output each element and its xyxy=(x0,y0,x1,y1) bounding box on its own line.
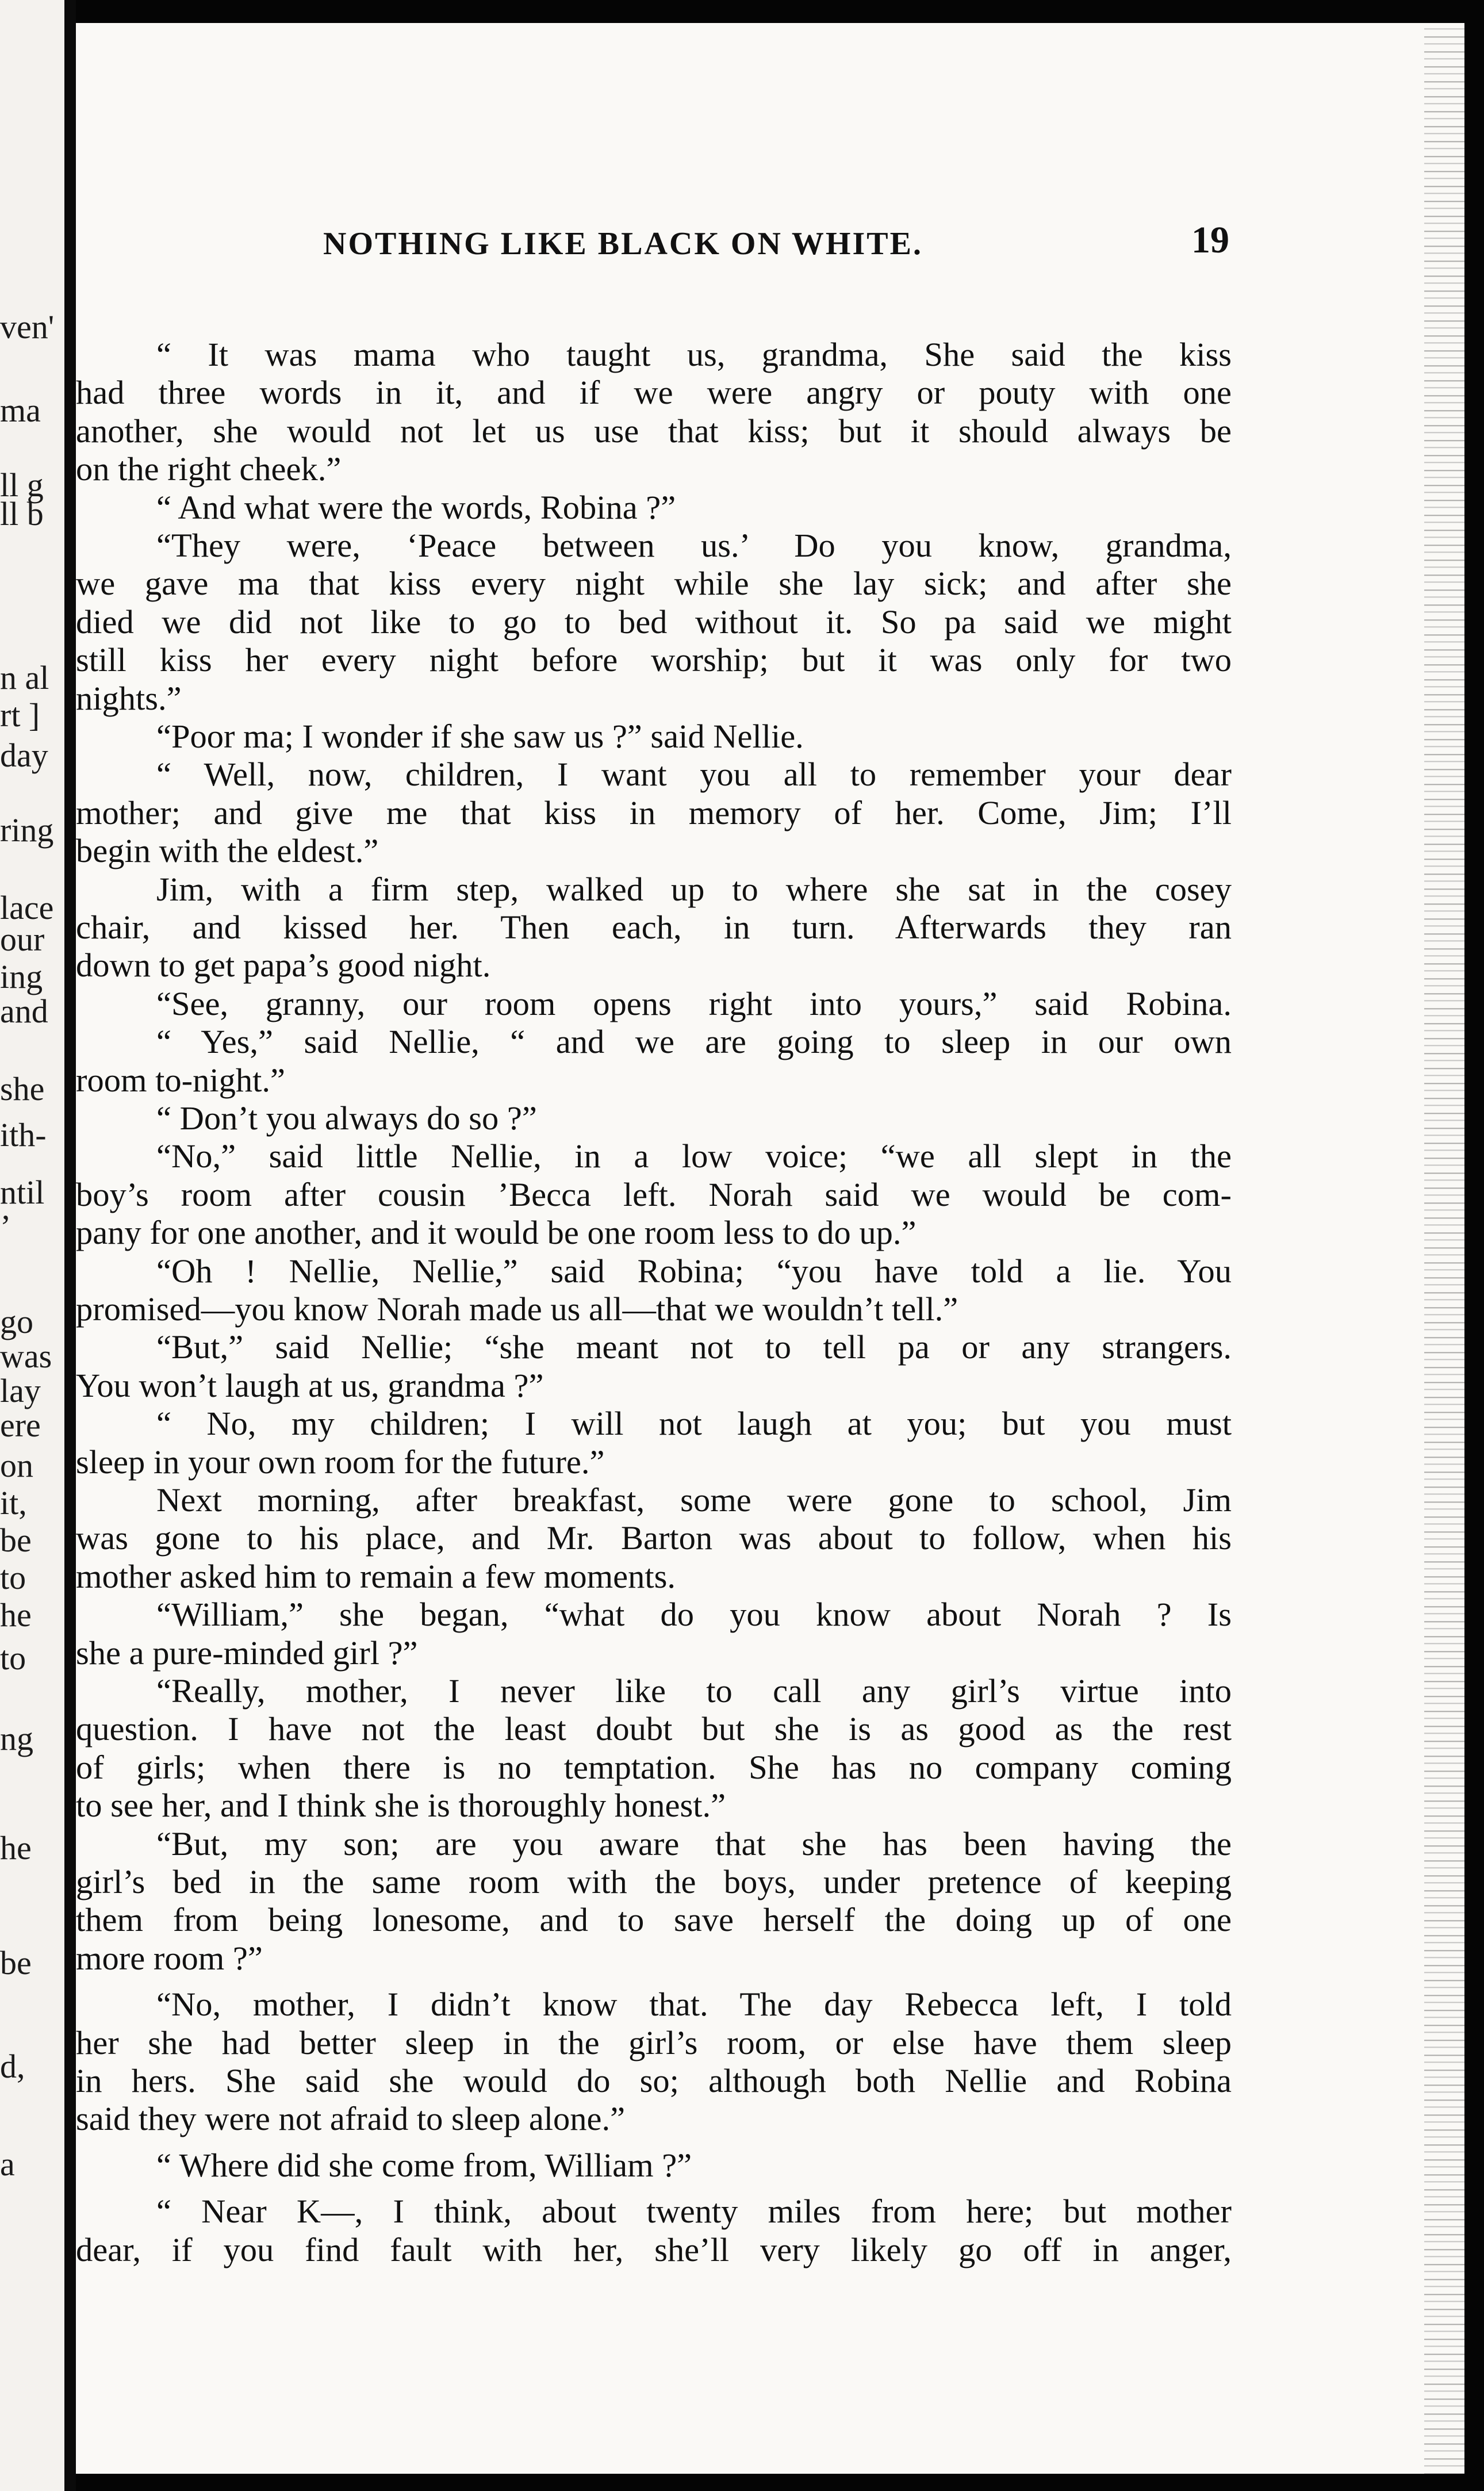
facing-page-fragment: it, xyxy=(0,1484,27,1522)
book-page xyxy=(76,23,1464,2474)
text-line: “No, mother, I didn’t know that. The day Rebecca left, I told xyxy=(156,1986,1232,2024)
text-line: sleep in your own room for the future.” xyxy=(76,1443,605,1481)
text-line: Jim, with a firm step, walked up to where she sat in the cosey xyxy=(156,870,1232,908)
text-line: “ Near K—, I think, about twenty miles from here; but mother xyxy=(156,2193,1232,2231)
facing-page-fragment: day xyxy=(0,737,48,774)
text-line: “But, my son; are you aware that she has been having the xyxy=(156,1825,1232,1862)
facing-page-fragment: ng xyxy=(0,1720,33,1757)
text-line: “Poor ma; I wonder if she saw us ?” said Nellie. xyxy=(156,718,804,755)
text-line: we gave ma that kiss every night while she lay sick; and after she xyxy=(76,565,1232,603)
facing-page-fragment: our xyxy=(0,921,45,958)
text-line: she a pure-minded girl ?” xyxy=(76,1634,418,1672)
text-line: pany for one another, and it would be one room less to do up.” xyxy=(76,1214,917,1252)
facing-page-fragment: be xyxy=(0,1944,32,1982)
text-line: “ It was mama who taught us, grandma, She said the kiss xyxy=(156,336,1232,373)
text-line: mother asked him to remain a few moments. xyxy=(76,1557,676,1595)
facing-page-fragment: a xyxy=(0,2145,15,2183)
text-line: “See, granny, our room opens right into yours,” said Robina. xyxy=(156,984,1232,1022)
text-line: “ Well, now, children, I want you all to remember your dear xyxy=(156,756,1232,794)
text-line: was gone to his place, and Mr. Barton was about to follow, when his xyxy=(76,1519,1232,1557)
text-line: chair, and kissed her. Then each, in turn. Afterwards they ran xyxy=(76,909,1232,946)
facing-page-fragment: he xyxy=(0,1596,32,1634)
facing-page-fragment: ’ xyxy=(0,1208,11,1246)
text-line: Next morning, after breakfast, some were gone to school, Jim xyxy=(156,1481,1232,1519)
facing-page-fragment: ll g xyxy=(0,466,44,504)
facing-page-fragment: he xyxy=(0,1829,32,1867)
facing-page-fragment: ntil xyxy=(0,1174,45,1211)
facing-page-fragment: ere xyxy=(0,1407,41,1444)
text-line: “No,” said little Nellie, in a low voice; “we all slept in the xyxy=(156,1137,1232,1175)
facing-page-fragment: ma xyxy=(0,392,41,429)
facing-page-fragment: to xyxy=(0,1639,26,1677)
facing-page-fragment: ll b xyxy=(0,495,44,532)
facing-page-fragment: rt ] xyxy=(0,696,40,734)
text-line: her she had better sleep in the girl’s room, or else have them sleep xyxy=(76,2024,1232,2061)
text-line: “ Where did she come from, William ?” xyxy=(156,2146,692,2184)
facing-page-fragment: d, xyxy=(0,2048,25,2085)
facing-page-fragment: n al xyxy=(0,659,49,696)
text-line: promised—you know Norah made us all—that we wouldn’t tell.” xyxy=(76,1290,958,1328)
text-line: more room ?” xyxy=(76,1939,263,1977)
facing-page-fragment: and xyxy=(0,992,48,1030)
text-line: down to get papa’s good night. xyxy=(76,946,491,984)
text-line: died we did not like to go to bed without it. So pa said we might xyxy=(76,603,1232,641)
text-line: “But,” said Nellie; “she meant not to tell pa or any strangers. xyxy=(156,1328,1232,1366)
facing-page-fragment: be xyxy=(0,1522,32,1559)
running-head: NOTHING LIKE BLACK ON WHITE. xyxy=(323,226,923,262)
text-line: room to-night.” xyxy=(76,1061,285,1099)
facing-page-fragment: ing xyxy=(0,958,43,995)
text-line: in hers. She said she would do so; although both Nellie and Robina xyxy=(76,2062,1232,2099)
text-line: “Really, mother, I never like to call any girl’s virtue into xyxy=(156,1672,1232,1710)
binding-shadow xyxy=(64,0,76,2491)
facing-page-fragment: ring xyxy=(0,811,54,849)
text-line: them from being lonesome, and to save herself the doing up of one xyxy=(76,1901,1232,1939)
text-line: “They were, ‘Peace between us.’ Do you know, grandma, xyxy=(156,527,1232,564)
facing-page-fragment: lay xyxy=(0,1372,41,1409)
text-line: “William,” she began, “what do you know about Norah ? Is xyxy=(156,1596,1232,1634)
text-line: on the right cheek.” xyxy=(76,450,342,488)
text-line: dear, if you find fault with her, she’ll very likely go off in anger, xyxy=(76,2231,1232,2268)
text-line: boy’s room after cousin ’Becca left. Norah said we would be com- xyxy=(76,1175,1232,1213)
text-line: of girls; when there is no temptation. She has no company coming xyxy=(76,1748,1232,1786)
text-line: question. I have not the least doubt but she is as good as the rest xyxy=(76,1710,1232,1748)
text-line: still kiss her every night before worship; but it was only for two xyxy=(76,641,1232,679)
facing-page-fragment: to xyxy=(0,1559,26,1596)
facing-page-fragment: on xyxy=(0,1447,33,1484)
facing-page-fragment: was xyxy=(0,1338,52,1375)
text-line: had three words in it, and if we were angry or pouty with one xyxy=(76,374,1232,412)
facing-page-fragment: lace xyxy=(0,889,54,926)
text-line: mother; and give me that kiss in memory of her. Come, Jim; I’ll xyxy=(76,794,1232,831)
facing-page-margin xyxy=(0,0,68,2491)
text-line: “Oh ! Nellie, Nellie,” said Robina; “you have told a lie. You xyxy=(156,1252,1232,1290)
text-line: to see her, and I think she is thoroughly honest.” xyxy=(76,1787,726,1825)
text-line: girl’s bed in the same room with the boys, under pretence of keeping xyxy=(76,1863,1232,1900)
text-line: another, she would not let us use that kiss; but it should always be xyxy=(76,412,1232,450)
text-line: You won’t laugh at us, grandma ?” xyxy=(76,1366,544,1404)
text-line: nights.” xyxy=(76,679,182,717)
text-line: begin with the eldest.” xyxy=(76,832,379,870)
text-line: “ Yes,” said Nellie, “ and we are going to sleep in our own xyxy=(156,1023,1232,1061)
facing-page-fragment: ith- xyxy=(0,1116,47,1153)
facing-page-fragment: ven' xyxy=(0,308,55,346)
text-line: “ No, my children; I will not laugh at you; but you must xyxy=(156,1405,1232,1443)
facing-page-fragment: she xyxy=(0,1070,45,1107)
facing-page-fragment: go xyxy=(0,1303,33,1340)
text-line: “ And what were the words, Robina ?” xyxy=(156,488,676,526)
page-edge-texture xyxy=(1424,23,1464,2474)
page-number: 19 xyxy=(1191,219,1229,261)
text-line: said they were not afraid to sleep alone.” xyxy=(76,2100,626,2138)
text-line: “ Don’t you always do so ?” xyxy=(156,1099,537,1137)
